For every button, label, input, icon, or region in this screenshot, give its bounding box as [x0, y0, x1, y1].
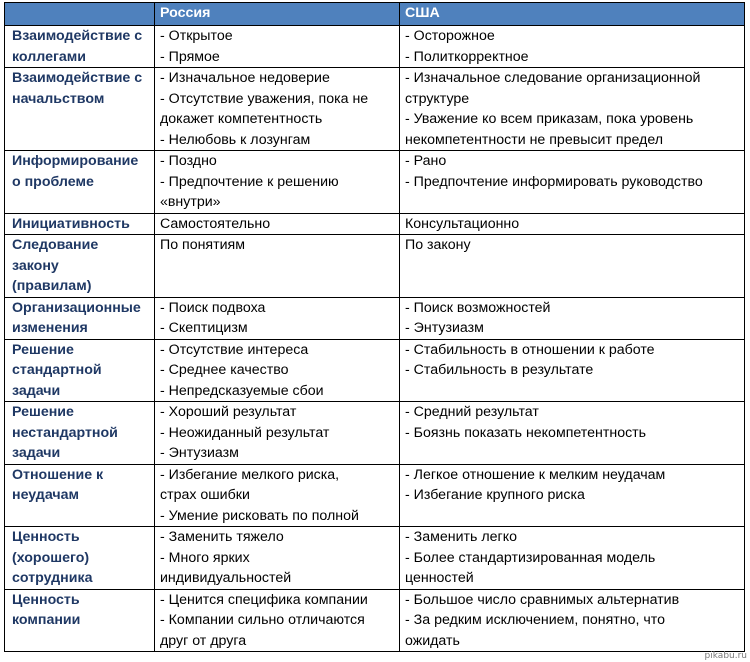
cell-line: сотрудника: [12, 570, 93, 586]
cell-line: коллегами: [12, 48, 86, 65]
table-row: [5, 68, 745, 151]
row-label: [5, 402, 155, 465]
cell-line: страх ошибки: [160, 487, 250, 503]
row-label: [5, 527, 155, 590]
row-label: [5, 213, 155, 235]
cell-line: - Отсутствие интереса: [160, 341, 309, 358]
cell-line: - Большое число сравнимых альтернатив: [405, 591, 680, 608]
cell-line: - Стабильность в результате: [405, 362, 594, 378]
cell-line: - Заменить тяжело: [160, 529, 284, 545]
table-row: [5, 235, 745, 298]
table-row: [5, 297, 745, 339]
cell-line: изменения: [12, 320, 88, 336]
russia-cell: [155, 151, 400, 214]
cell-line: По закону: [405, 237, 471, 253]
cell-line: закону: [12, 257, 59, 274]
cell-line: неудачам: [12, 487, 79, 503]
row-label: [5, 297, 155, 339]
cell-line: Информирование: [12, 153, 139, 169]
russia-cell: [155, 68, 400, 151]
usa-cell: [400, 589, 745, 652]
cell-line: начальством: [12, 90, 105, 107]
cell-line: - Изначальное недоверие: [160, 70, 330, 86]
cell-line: докажет компетентность: [160, 111, 323, 127]
cell-line: Отношение к: [12, 466, 104, 483]
table-row: [5, 213, 745, 235]
usa-cell: [400, 464, 745, 527]
header-row: [5, 3, 745, 26]
usa-cell: [400, 68, 745, 151]
row-label: [5, 589, 155, 652]
cell-line: Решение: [12, 341, 74, 358]
cell-line: - Поиск подвоха: [160, 299, 266, 316]
usa-cell: [400, 339, 745, 402]
cell-line: друг от друга: [160, 632, 247, 649]
cell-line: - Ценится специфика компании: [160, 591, 368, 608]
cell-line: задачи: [12, 445, 61, 461]
cell-line: - Умение рисковать по полной: [160, 507, 359, 524]
cell-line: Инициативность: [12, 215, 130, 232]
russia-cell: [155, 26, 400, 68]
cell-line: - Уважение ко всем приказам, пока уровень: [405, 111, 694, 127]
cell-line: Взаимодействие с: [12, 28, 143, 44]
row-label: [5, 26, 155, 68]
cell-line: Консультационно: [405, 215, 520, 232]
row-label: [5, 339, 155, 402]
cell-line: - Открытое: [160, 28, 233, 44]
usa-cell: [400, 151, 745, 214]
comparison-table: [4, 2, 745, 652]
cell-line: - Энтузиазм: [405, 320, 484, 336]
row-label: [5, 464, 155, 527]
cell-line: Организационные: [12, 299, 141, 316]
cell-line: Ценность: [12, 591, 80, 608]
cell-line: (правилам): [12, 278, 92, 294]
cell-line: (хорошего): [12, 549, 90, 566]
cell-line: - За редким исключением, понятно, что: [405, 612, 666, 628]
cell-line: структуре: [405, 90, 470, 107]
table-row: [5, 402, 745, 465]
cell-line: ожидать: [405, 632, 460, 649]
cell-line: Решение: [12, 404, 74, 420]
cell-line: - Заменить легко: [405, 529, 517, 545]
table-row: [5, 589, 745, 652]
cell-line: - Избегание мелкого риска,: [160, 466, 340, 483]
cell-line: - Нелюбовь к лозунгам: [160, 131, 311, 148]
table-row: [5, 527, 745, 590]
cell-line: - Поиск возможностей: [405, 299, 551, 316]
russia-cell: [155, 402, 400, 465]
usa-cell: [400, 297, 745, 339]
cell-line: - Более стандартизированная модель: [405, 549, 656, 566]
cell-line: - Осторожное: [405, 28, 495, 44]
russia-cell: [155, 464, 400, 527]
russia-cell: [155, 589, 400, 652]
cell-line: - Изначальное следование организационной: [405, 70, 701, 86]
cell-line: - Скептицизм: [160, 320, 248, 336]
table-row: [5, 26, 745, 68]
cell-line: - Рано: [405, 153, 447, 169]
cell-line: - Стабильность в отношении к работе: [405, 341, 655, 358]
cell-line: «внутри»: [160, 194, 221, 210]
table-row: [5, 464, 745, 527]
cell-line: - Много ярких: [160, 549, 250, 566]
cell-line: - Неожиданный результат: [160, 424, 330, 441]
cell-line: - Легкое отношение к мелким неудачам: [405, 466, 666, 483]
header-corner: [5, 3, 155, 26]
russia-cell: [155, 339, 400, 402]
watermark: pikabu.ru: [704, 651, 747, 661]
cell-line: - Непредсказуемые сбои: [160, 382, 324, 399]
cell-line: По понятиям: [160, 237, 245, 253]
row-label: [5, 235, 155, 298]
cell-line: Взаимодействие с: [12, 70, 143, 86]
cell-line: - Избегание крупного риска: [405, 487, 585, 503]
russia-cell: [155, 213, 400, 235]
cell-line: - Предпочтение информировать руководство: [405, 173, 703, 190]
cell-line: - Среднее качество: [160, 362, 289, 378]
cell-line: индивидуальностей: [160, 570, 292, 586]
cell-line: о проблеме: [12, 173, 94, 190]
cell-line: - Предпочтение к решению: [160, 173, 339, 190]
row-label: [5, 151, 155, 214]
table-row: [5, 151, 745, 214]
cell-line: - Отсутствие уважения, пока не: [160, 90, 369, 107]
cell-line: ценностей: [405, 570, 474, 586]
header-usa: США: [400, 3, 745, 26]
cell-line: стандартной: [12, 362, 102, 378]
usa-cell: [400, 26, 745, 68]
cell-line: Ценность: [12, 529, 80, 545]
cell-line: - Боязнь показать некомпетентность: [405, 424, 647, 441]
usa-cell: [400, 235, 745, 298]
cell-line: - Средний результат: [405, 404, 539, 420]
cell-line: - Прямое: [160, 48, 220, 65]
russia-cell: [155, 297, 400, 339]
row-label: [5, 68, 155, 151]
cell-line: компании: [12, 612, 81, 628]
table-row: [5, 339, 745, 402]
cell-line: - Хороший результат: [160, 404, 297, 420]
usa-cell: [400, 402, 745, 465]
russia-cell: [155, 235, 400, 298]
cell-line: некомпетентности не превысит предел: [405, 131, 664, 148]
cell-line: задачи: [12, 382, 61, 399]
header-russia: Россия: [155, 3, 400, 26]
cell-line: - Поздно: [160, 153, 217, 169]
cell-line: - Политкорректное: [405, 48, 529, 65]
cell-line: Самостоятельно: [160, 215, 271, 232]
usa-cell: [400, 213, 745, 235]
usa-cell: [400, 527, 745, 590]
russia-cell: [155, 527, 400, 590]
cell-line: нестандартной: [12, 424, 118, 441]
cell-line: - Компании сильно отличаются: [160, 612, 365, 628]
cell-line: Следование: [12, 237, 99, 253]
cell-line: - Энтузиазм: [160, 445, 239, 461]
